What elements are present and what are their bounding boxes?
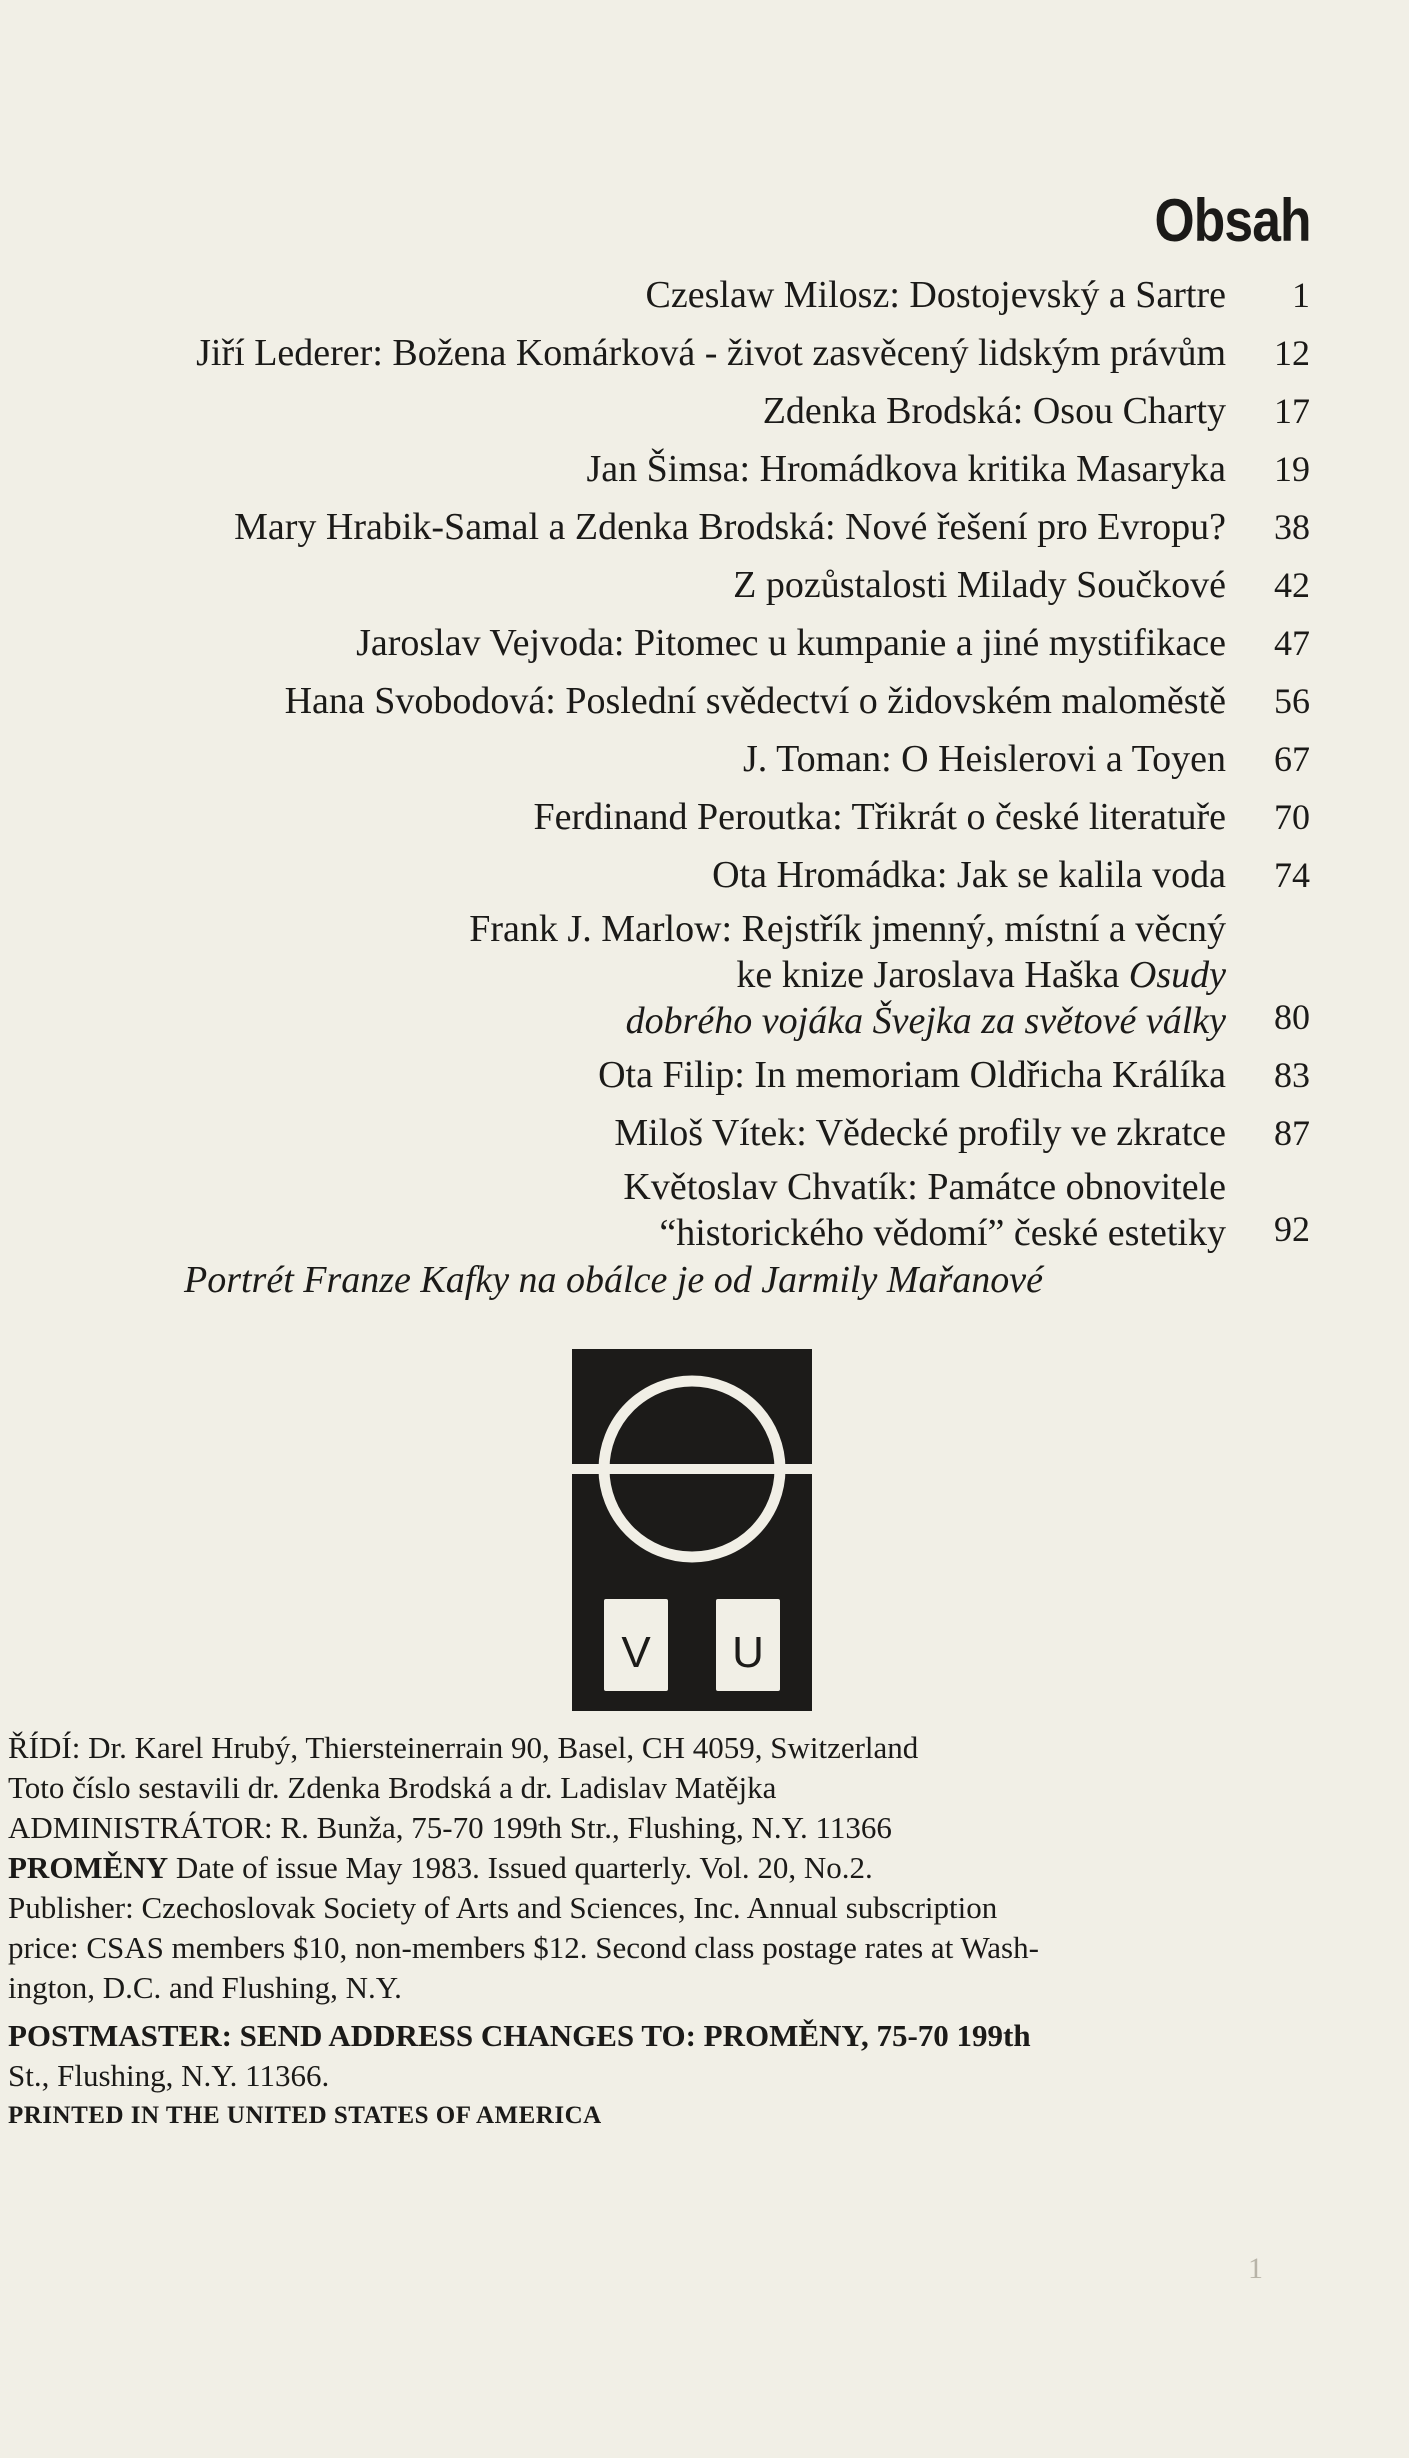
toc-entry-text: Mary Hrabik-Samal a Zdenka Brodská: Nové řešení pro Evropu? [234, 506, 1226, 548]
toc-entry[interactable] [20, 848, 1310, 902]
toc-entry[interactable] [20, 558, 1310, 612]
imprint-postmaster-1: POSTMASTER: SEND ADDRESS CHANGES TO: PROMĚNY, 75-70 199th [8, 2018, 1031, 2053]
toc-entry-text [20, 1164, 1226, 1256]
toc-page-number: 17 [1274, 391, 1310, 431]
toc-page-number: 83 [1274, 1055, 1310, 1095]
toc-entry[interactable] [20, 500, 1310, 554]
imprint-printed: PRINTED IN THE UNITED STATES OF AMERICA [8, 2102, 602, 2129]
toc-entry-text: Jan Šimsa: Hromádkova kritika Masaryka [586, 448, 1226, 490]
toc-marlow-line2: ke knize Jaroslava Haška [736, 954, 1129, 996]
imprint-publisher-3: ington, D.C. and Flushing, N.Y. [8, 1970, 402, 2005]
toc-page-number: 70 [1274, 797, 1310, 837]
logo-bar [572, 1464, 812, 1474]
toc-entry-text: Ota Hromádka: Jak se kalila voda [712, 854, 1226, 896]
toc-page-number: 12 [1274, 333, 1310, 373]
imprint-compiled-by: Toto číslo sestavili dr. Zdenka Brodská a dr. Ladislav Matějka [8, 1770, 777, 1805]
imprint-editor [8, 1728, 1308, 1768]
toc-page-number: 42 [1274, 565, 1310, 605]
logo-letter-v: V [621, 1628, 651, 1677]
toc-entry[interactable] [20, 326, 1310, 380]
toc-page-number: 92 [1274, 1209, 1310, 1249]
toc-entry[interactable] [20, 616, 1310, 670]
toc-page-number: 38 [1274, 507, 1310, 547]
page-title: Obsah [1154, 187, 1311, 254]
toc-page-number: 87 [1274, 1113, 1310, 1153]
imprint-issue-info [8, 1848, 1308, 1888]
toc-page-number: 19 [1274, 449, 1310, 489]
toc-entry-text: Czeslaw Milosz: Dostojevský a Sartre [645, 274, 1226, 316]
table-of-contents [20, 268, 1310, 1260]
imprint-publisher-1: Publisher: Czechoslovak Society of Arts and Sciences, Inc. Annual subscription [8, 1890, 998, 1925]
toc-entry-text: Ota Filip: In memoriam Oldřicha Králíka [598, 1054, 1226, 1096]
toc-page-number: 67 [1274, 739, 1310, 779]
toc-page-number: 47 [1274, 623, 1310, 663]
toc-entry[interactable] [20, 732, 1310, 786]
toc-entry[interactable] [20, 1106, 1310, 1160]
toc-entry-text: Miloš Vítek: Vědecké profily ve zkratce [614, 1112, 1226, 1154]
toc-entry-text: J. Toman: O Heislerovi a Toyen [743, 738, 1226, 780]
imprint-issue-text: Date of issue May 1983. Issued quarterly. Vol. 20, No.2. [168, 1850, 873, 1885]
toc-page-number: 1 [1292, 275, 1310, 315]
toc-page-number: 80 [1274, 997, 1310, 1037]
toc-marlow-line2-italic: Osudy [1128, 954, 1226, 996]
page-number: 1 [1248, 2252, 1263, 2285]
toc-entry[interactable] [20, 674, 1310, 728]
imprint-administrator: ADMINISTRÁTOR: R. Bunža, 75-70 199th Str., Flushing, N.Y. 11366 [8, 1810, 892, 1845]
toc-entry-text: Jiří Lederer: Božena Komárková - život zasvěcený lidským právům [196, 332, 1226, 374]
toc-entry-text: Ferdinand Peroutka: Třikrát o české literatuře [533, 796, 1226, 838]
imprint-postmaster-2: St., Flushing, N.Y. 11366. [8, 2058, 330, 2093]
cover-note: Portrét Franze Kafky na obálce je od Jarmily Mařanové [184, 1259, 1044, 1301]
toc-entry-marlow[interactable] [20, 906, 1310, 1044]
imprint-editor-label: ŘÍDÍ [8, 1730, 72, 1765]
toc-page-number: 56 [1274, 681, 1310, 721]
imprint-editor-text: : Dr. Karel Hrubý, Thiersteinerrain 90, Basel, CH 4059, Switzerland [71, 1730, 919, 1765]
toc-entry-text: Zdenka Brodská: Osou Charty [762, 390, 1226, 432]
toc-page-number: 74 [1274, 855, 1310, 895]
toc-entry[interactable] [20, 384, 1310, 438]
toc-entry-chvatik[interactable] [20, 1164, 1310, 1256]
toc-entry-text: Jaroslav Vejvoda: Pitomec u kumpanie a jiné mystifikace [356, 622, 1226, 664]
toc-entry[interactable] [20, 442, 1310, 496]
toc-chvatik-line2: “historického vědomí” české estetiky [659, 1212, 1226, 1254]
toc-entry[interactable] [20, 268, 1310, 322]
toc-entry-text: Hana Svobodová: Poslední svědectví o židovském maloměstě [284, 680, 1226, 722]
toc-entry[interactable] [20, 790, 1310, 844]
toc-entry-text: Z pozůstalosti Milady Součkové [733, 564, 1226, 606]
imprint [8, 1728, 1308, 2136]
imprint-journal-name: PROMĚNY [8, 1850, 169, 1885]
toc-entry-text [20, 906, 1226, 1044]
toc-chvatik-line1: Květoslav Chvatík: Památce obnovitele [623, 1166, 1226, 1208]
logo-letter-u: U [732, 1628, 764, 1677]
toc-marlow-line3-italic: dobrého vojáka Švejka za světové války [625, 1000, 1226, 1042]
svu-logo [572, 1349, 812, 1711]
toc-marlow-line1: Frank J. Marlow: Rejstřík jmenný, místní a věcný [469, 908, 1226, 950]
imprint-publisher-2: price: CSAS members $10, non-members $12. Second class postage rates at Wash- [8, 1930, 1039, 1965]
toc-entry[interactable] [20, 1048, 1310, 1102]
